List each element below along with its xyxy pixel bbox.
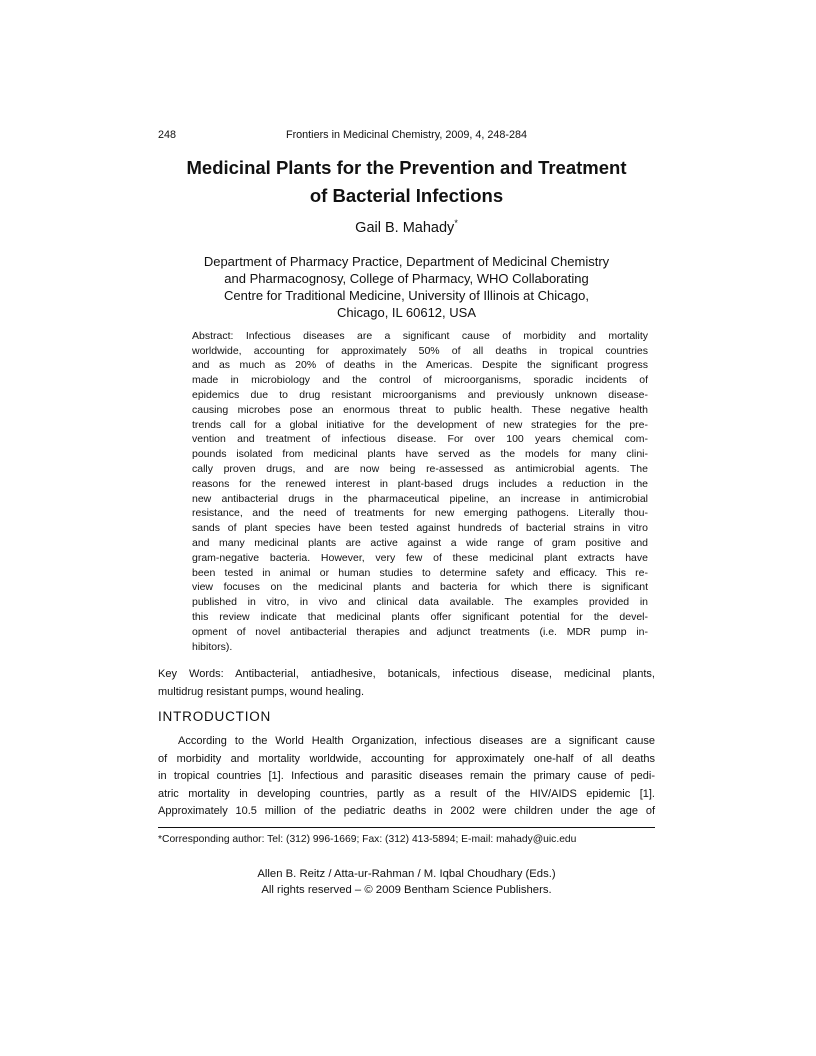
abstract-line: cally proven drugs, and are now being re-assessed as antimicrobial agents. The (192, 463, 648, 475)
abstract-line: and many medicinal plants are active against a wide range of gram positive and (192, 536, 648, 549)
abstract (192, 329, 648, 655)
footer-line: Allen B. Reitz / Atta-ur-Rahman / M. Iqbal Choudhary (Eds.) (257, 868, 556, 881)
author-asterisk: * (454, 218, 458, 228)
abstract-line: view focuses on the medicinal plants and bacteria for which there is significant (192, 581, 648, 594)
abstract-line: worldwide, accounting for approximately 50% of all deaths in tropical countries (192, 344, 648, 357)
abstract-line: causing microbes pose an enormous threat to public health. These negative health (192, 403, 648, 416)
section-heading-introduction: INTRODUCTION (158, 709, 272, 725)
abstract-line: been tested in animal or human studies to determine safety and efficacy. This re- (192, 566, 648, 579)
abstract-line: resistance, and the need of treatments for new emerging pathogens. Literally thou- (192, 507, 648, 520)
affiliation (158, 253, 655, 321)
author-line (158, 214, 655, 237)
paper-title-line: Medicinal Plants for the Prevention and Treatment (186, 157, 627, 178)
intro-line: atric mortality in developing countries, partly as a result of the HIV/AIDS epidemic [1]. (158, 787, 655, 800)
intro-line: of morbidity and mortality worldwide, accounting for approximately one-half of all deaths (158, 752, 655, 765)
abstract-line: epidemics due to drug resistant microorganisms and previously unknown disease- (192, 389, 648, 402)
affiliation-line: Centre for Traditional Medicine, University of Illinois at Chicago, (224, 287, 589, 303)
publisher-footer (158, 866, 655, 898)
abstract-line: made in microbiology and the control of microorganisms, sporadic incidents of (192, 374, 648, 387)
intro-line: According to the World Health Organization, infectious diseases are a significant cause (178, 735, 655, 748)
running-head (158, 128, 655, 142)
abstract-line: this review indicate that medicinal plants offer significant potential for the devel- (192, 610, 648, 623)
abstract-line: Abstract: Infectious diseases are a significant cause of morbidity and mortality (192, 329, 648, 342)
footer-line: All rights reserved – © 2009 Bentham Science Publishers. (261, 884, 552, 897)
corresponding-author-footnote: *Corresponding author: Tel: (312) 996-1669; Fax: (312) 413-5894; E-mail: mahady@uic.edu (158, 834, 577, 846)
abstract-line: opment of novel antibacterial therapies and adjunct treatments (i.e. MDR pump in- (192, 625, 648, 638)
abstract-line: new antibacterial drugs in the pharmaceutical pipeline, an increase in antimicrobial (192, 492, 648, 505)
affiliation-line: Department of Pharmacy Practice, Department of Medicinal Chemistry (203, 253, 610, 269)
abstract-line: published in vitro, in vivo and clinical data available. The examples provided in (192, 596, 648, 609)
paper-title-line: of Bacterial Infections (309, 185, 504, 206)
intro-paragraph (158, 733, 655, 820)
paper-title (158, 154, 655, 210)
abstract-line: pounds isolated from medicinal plants have served as the models for many clini- (192, 448, 648, 461)
footnote-rule (158, 827, 655, 828)
abstract-line: and as much as 20% of deaths in the Americas. Despite the significant progress (192, 359, 648, 372)
abstract-line: sands of plant species have been tested against hundreds of bacterial strains in vitro (192, 522, 648, 535)
page-number: 248 (158, 129, 177, 141)
keywords-line: multidrug resistant pumps, wound healing. (158, 685, 365, 698)
abstract-line: hibitors). (192, 640, 233, 653)
affiliation-line: Chicago, IL 60612, USA (337, 304, 476, 320)
page-content (158, 0, 655, 898)
intro-line: in tropical countries [1]. Infectious and parasitic diseases remain the primary cause of pedi- (158, 770, 655, 783)
affiliation-line: and Pharmacognosy, College of Pharmacy, WHO Collaborating (224, 270, 589, 286)
abstract-line: gram-negative bacteria. However, very few of these medicinal plant extracts have (192, 551, 648, 564)
abstract-line: vention and treatment of infectious disease. For over 100 years chemical com- (192, 433, 648, 446)
abstract-line: reasons for the renewed interest in plant-based drugs includes a reduction in the (192, 477, 648, 490)
keywords (158, 666, 655, 701)
author-name: Gail B. Mahady (355, 219, 455, 236)
intro-line: Approximately 10.5 million of the pediatric deaths in 2002 were children under the age of (158, 804, 655, 817)
keywords-line: Key Words: Antibacterial, antiadhesive, botanicals, infectious disease, medicinal plants, (158, 668, 655, 681)
abstract-line: trends call for a global initiative for the development of new strategies for the pre- (192, 418, 648, 431)
journal-citation: Frontiers in Medicinal Chemistry, 2009, 4, 248-284 (285, 129, 528, 141)
